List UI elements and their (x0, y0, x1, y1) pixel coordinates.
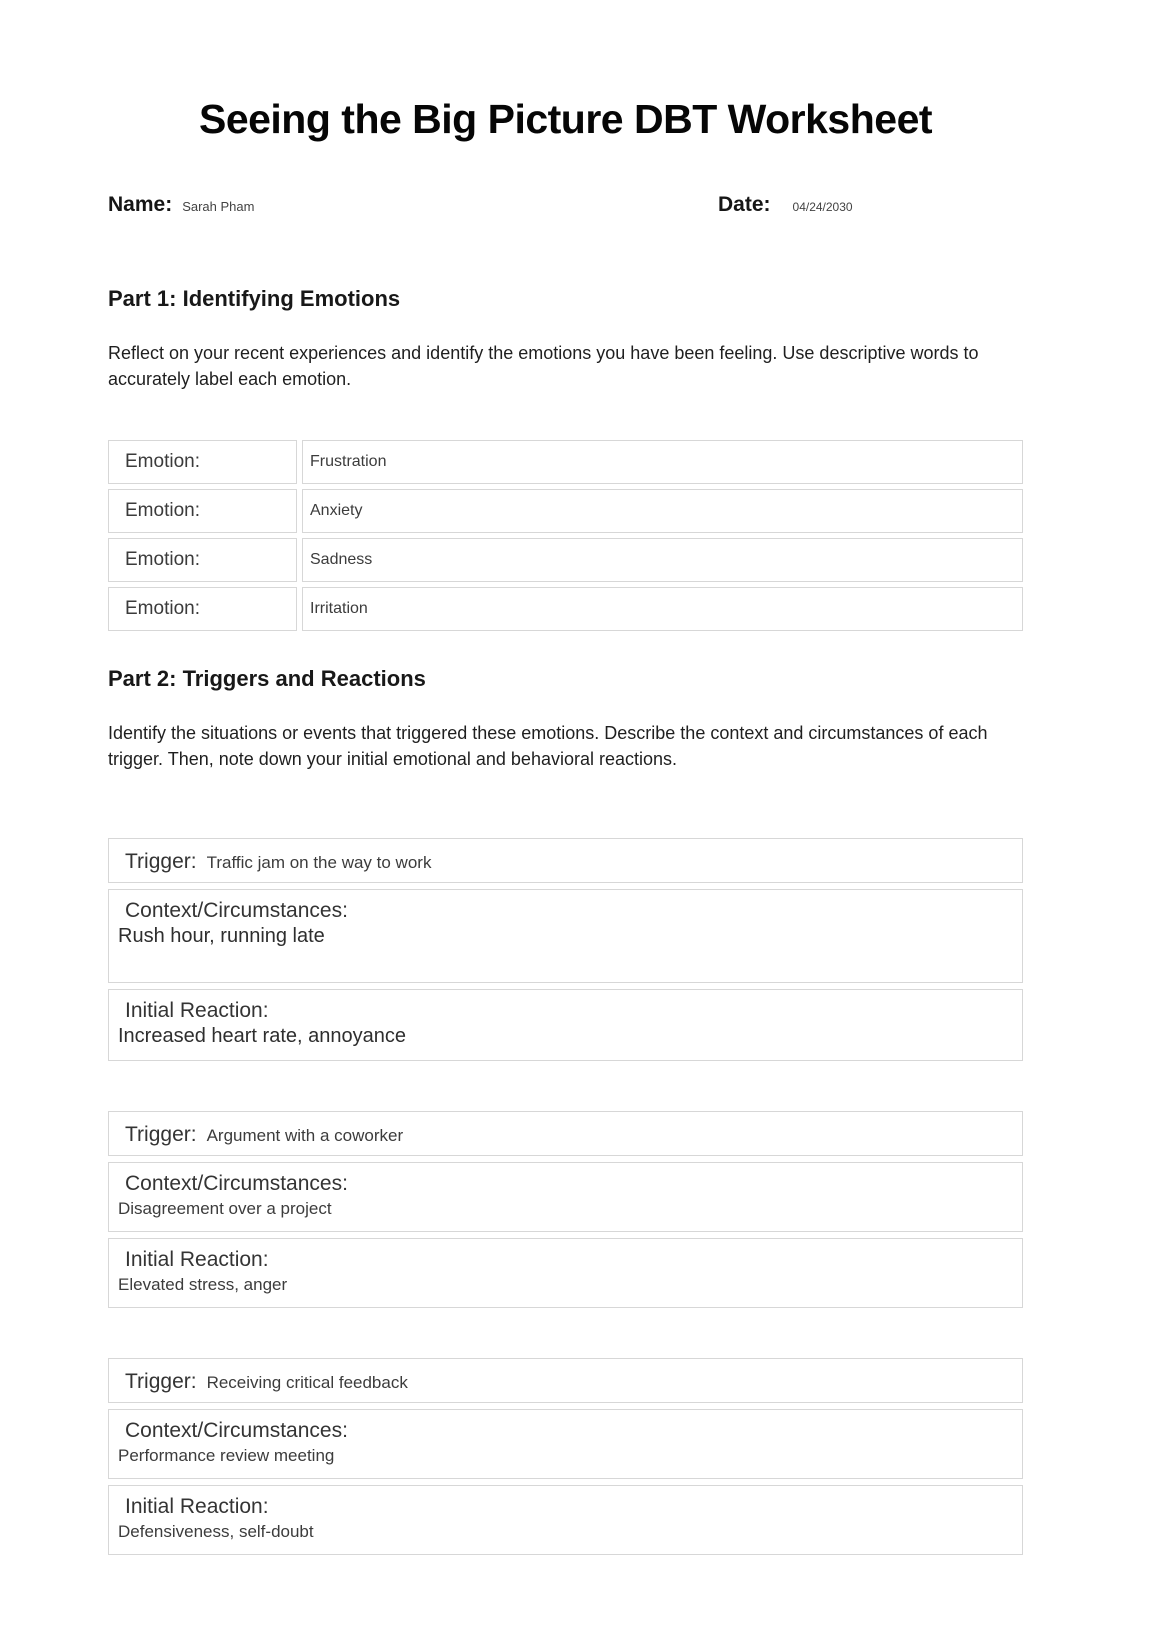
context-row (108, 1162, 1023, 1232)
trigger-label: Trigger: (125, 1370, 197, 1393)
emotion-label: Emotion: (108, 587, 297, 631)
trigger-row (108, 838, 1023, 883)
name-label: Name: (108, 193, 173, 216)
emotion-row (108, 538, 1023, 582)
emotion-row (108, 587, 1023, 631)
trigger-label: Trigger: (125, 850, 197, 873)
emotion-label: Emotion: (108, 489, 297, 533)
emotion-label: Emotion: (108, 440, 297, 484)
name-field-value[interactable]: Sarah Pham (182, 199, 255, 214)
emotion-value-field[interactable]: Anxiety (302, 489, 1023, 533)
reaction-row (108, 1238, 1023, 1308)
trigger-value-field[interactable]: Traffic jam on the way to work (206, 853, 432, 872)
trigger-row (108, 1358, 1023, 1403)
part2-heading: Part 2: Triggers and Reactions (108, 666, 426, 691)
reaction-row (108, 1485, 1023, 1555)
trigger-entry (108, 1111, 1023, 1308)
context-value-field[interactable]: Rush hour, running late (118, 925, 325, 947)
part2-description: Identify the situations or events that triggered these emotions. Describe the context and circumstances of each trigger. Then, note down your initial emotional and behavioral reactions. (108, 723, 988, 769)
trigger-label: Trigger: (125, 1123, 197, 1146)
reaction-label: Initial Reaction: (125, 999, 269, 1022)
trigger-row (108, 1111, 1023, 1156)
context-row (108, 1409, 1023, 1479)
part1-description: Reflect on your recent experiences and identify the emotions you have been feeling. Use descriptive words to accurately label each emotion. (108, 343, 979, 389)
trigger-entry (108, 1358, 1023, 1555)
worksheet-title: Seeing the Big Picture DBT Worksheet (198, 96, 933, 142)
reaction-value-field[interactable]: Elevated stress, anger (118, 1275, 288, 1294)
context-value-field[interactable]: Performance review meeting (118, 1446, 335, 1465)
context-label: Context/Circumstances: (125, 899, 348, 922)
emotion-label: Emotion: (108, 538, 297, 582)
context-value-field[interactable]: Disagreement over a project (118, 1199, 332, 1218)
date-field-value[interactable]: 04/24/2030 (792, 200, 853, 214)
name-field (108, 193, 254, 217)
trigger-entry (108, 838, 1023, 1061)
emotion-row (108, 440, 1023, 484)
emotion-value-field[interactable]: Irritation (302, 587, 1023, 631)
context-label: Context/Circumstances: (125, 1172, 348, 1195)
trigger-value-field[interactable]: Receiving critical feedback (206, 1373, 408, 1392)
meta-row (108, 193, 1023, 223)
context-row (108, 889, 1023, 983)
emotion-value-field[interactable]: Frustration (302, 440, 1023, 484)
emotions-table (108, 440, 1023, 631)
worksheet-content (108, 0, 1023, 1630)
emotion-row (108, 489, 1023, 533)
trigger-value-field[interactable]: Argument with a coworker (206, 1126, 404, 1145)
reaction-value-field[interactable]: Defensiveness, self-doubt (118, 1522, 314, 1541)
reaction-value-field[interactable]: Increased heart rate, annoyance (118, 1025, 406, 1047)
reaction-label: Initial Reaction: (125, 1495, 269, 1518)
emotion-value-field[interactable]: Sadness (302, 538, 1023, 582)
part1-heading: Part 1: Identifying Emotions (108, 286, 401, 311)
reaction-label: Initial Reaction: (125, 1248, 269, 1271)
date-label: Date: (718, 193, 771, 216)
reaction-row (108, 989, 1023, 1061)
date-field (718, 193, 853, 217)
context-label: Context/Circumstances: (125, 1419, 348, 1442)
